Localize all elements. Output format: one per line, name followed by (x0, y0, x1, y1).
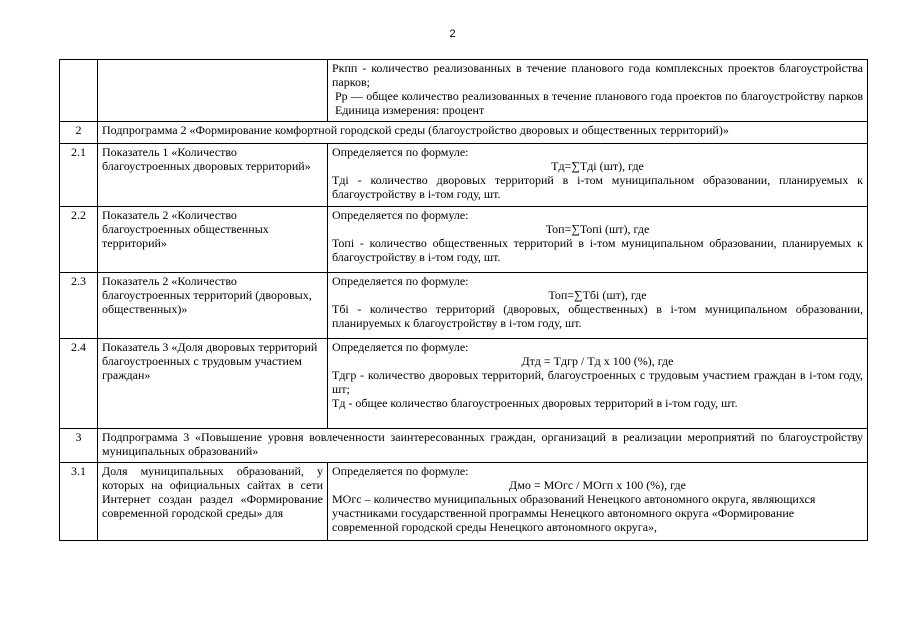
method-lead: Определяется по формуле: (332, 464, 469, 478)
row-number (60, 60, 98, 122)
method-text: Ркпп - количество реализованных в течение планового года комплексных проектов благоустройства парков; (332, 61, 863, 89)
indicator-name: Показатель 3 «Доля дворовых территорий благоустроенных с трудовым участием граждан» (98, 339, 328, 429)
method-lead: Определяется по формуле: (332, 208, 469, 222)
table-row (60, 144, 868, 207)
calculation-method (328, 273, 868, 339)
indicator-name: Показатель 2 «Количество благоустроенных территорий (дворовых, общественных)» (98, 273, 328, 339)
formula: Дтд = Тдгр / Тд x 100 (%), где (521, 354, 674, 368)
table-row (60, 273, 868, 339)
subprogram-title: Подпрограмма 2 «Формирование комфортной городской среды (благоустройство дворовых и общественных территорий)» (98, 122, 868, 144)
row-number: 2.4 (60, 339, 98, 429)
row-number: 2.2 (60, 207, 98, 273)
indicator-name (98, 60, 328, 122)
table-row (60, 463, 868, 541)
row-number: 2.1 (60, 144, 98, 207)
formula: Тд=∑Тдi (шт), где (551, 159, 644, 173)
indicators-table (59, 59, 868, 541)
subprogram-row (60, 122, 868, 144)
calculation-method (328, 207, 868, 273)
formula: Дмо = МОгс / МОгп x 100 (%), где (509, 478, 686, 492)
table-row (60, 207, 868, 273)
method-lead: Определяется по формуле: (332, 274, 469, 288)
formula-explanation: Тдi - количество дворовых территорий в i-том муниципальном образовании, планируемых к благоустройству в i-том году, шт. (332, 173, 863, 201)
calculation-method (328, 144, 868, 207)
method-lead: Определяется по формуле: (332, 145, 469, 159)
formula-explanation: МОгс – количество муниципальных образований Ненецкого автономного округа, являющихся участниками государственной программы Ненецкого автономного округа «Формирование современной городской среды Ненецкого автономного округа», (332, 492, 816, 534)
formula: Топ=∑Тбi (шт), где (548, 288, 647, 302)
formula: Топ=∑Топi (шт), где (545, 222, 650, 236)
row-number: 3.1 (60, 463, 98, 541)
page-number: 2 (449, 28, 456, 40)
calculation-method (328, 339, 868, 429)
indicator-name: Доля муниципальных образований, у которых на официальных сайтах в сети Интернет создан раздел «Формирование современной городской среды» для (98, 463, 328, 541)
method-text: Рр — общее количество реализованных в течение планового года проектов по благоустройству парков Единица измерения: процент (335, 89, 863, 117)
formula-explanation: Тдгр - количество дворовых территорий, благоустроенных с трудовым участием граждан в i-том году, шт; (332, 368, 863, 396)
formula-explanation: Тбi - количество территорий (дворовых, общественных) в i-том муниципальном образовании, планируемых к благоустройству в i-том году, шт. (332, 302, 863, 330)
calculation-method (328, 60, 868, 122)
table-row (60, 339, 868, 429)
row-number: 2.3 (60, 273, 98, 339)
row-number: 2 (60, 122, 98, 144)
subprogram-row (60, 429, 868, 463)
method-lead: Определяется по формуле: (332, 340, 469, 354)
formula-explanation: Тд - общее количество благоустроенных дворовых территорий в i-том году, шт. (332, 396, 738, 410)
subprogram-title: Подпрограмма 3 «Повышение уровня вовлеченности заинтересованных граждан, организаций в реализации мероприятий по благоустройству муниципальных образований» (98, 429, 868, 463)
calculation-method (328, 463, 868, 541)
row-number: 3 (60, 429, 98, 463)
table-row (60, 60, 868, 122)
indicator-name: Показатель 1 «Количество благоустроенных дворовых территорий» (98, 144, 328, 207)
formula-explanation: Топi - количество общественных территорий в i-том муниципальном образовании, планируемых к благоустройству в i-том году, шт. (332, 236, 863, 264)
indicator-name: Показатель 2 «Количество благоустроенных общественных территорий» (98, 207, 328, 273)
